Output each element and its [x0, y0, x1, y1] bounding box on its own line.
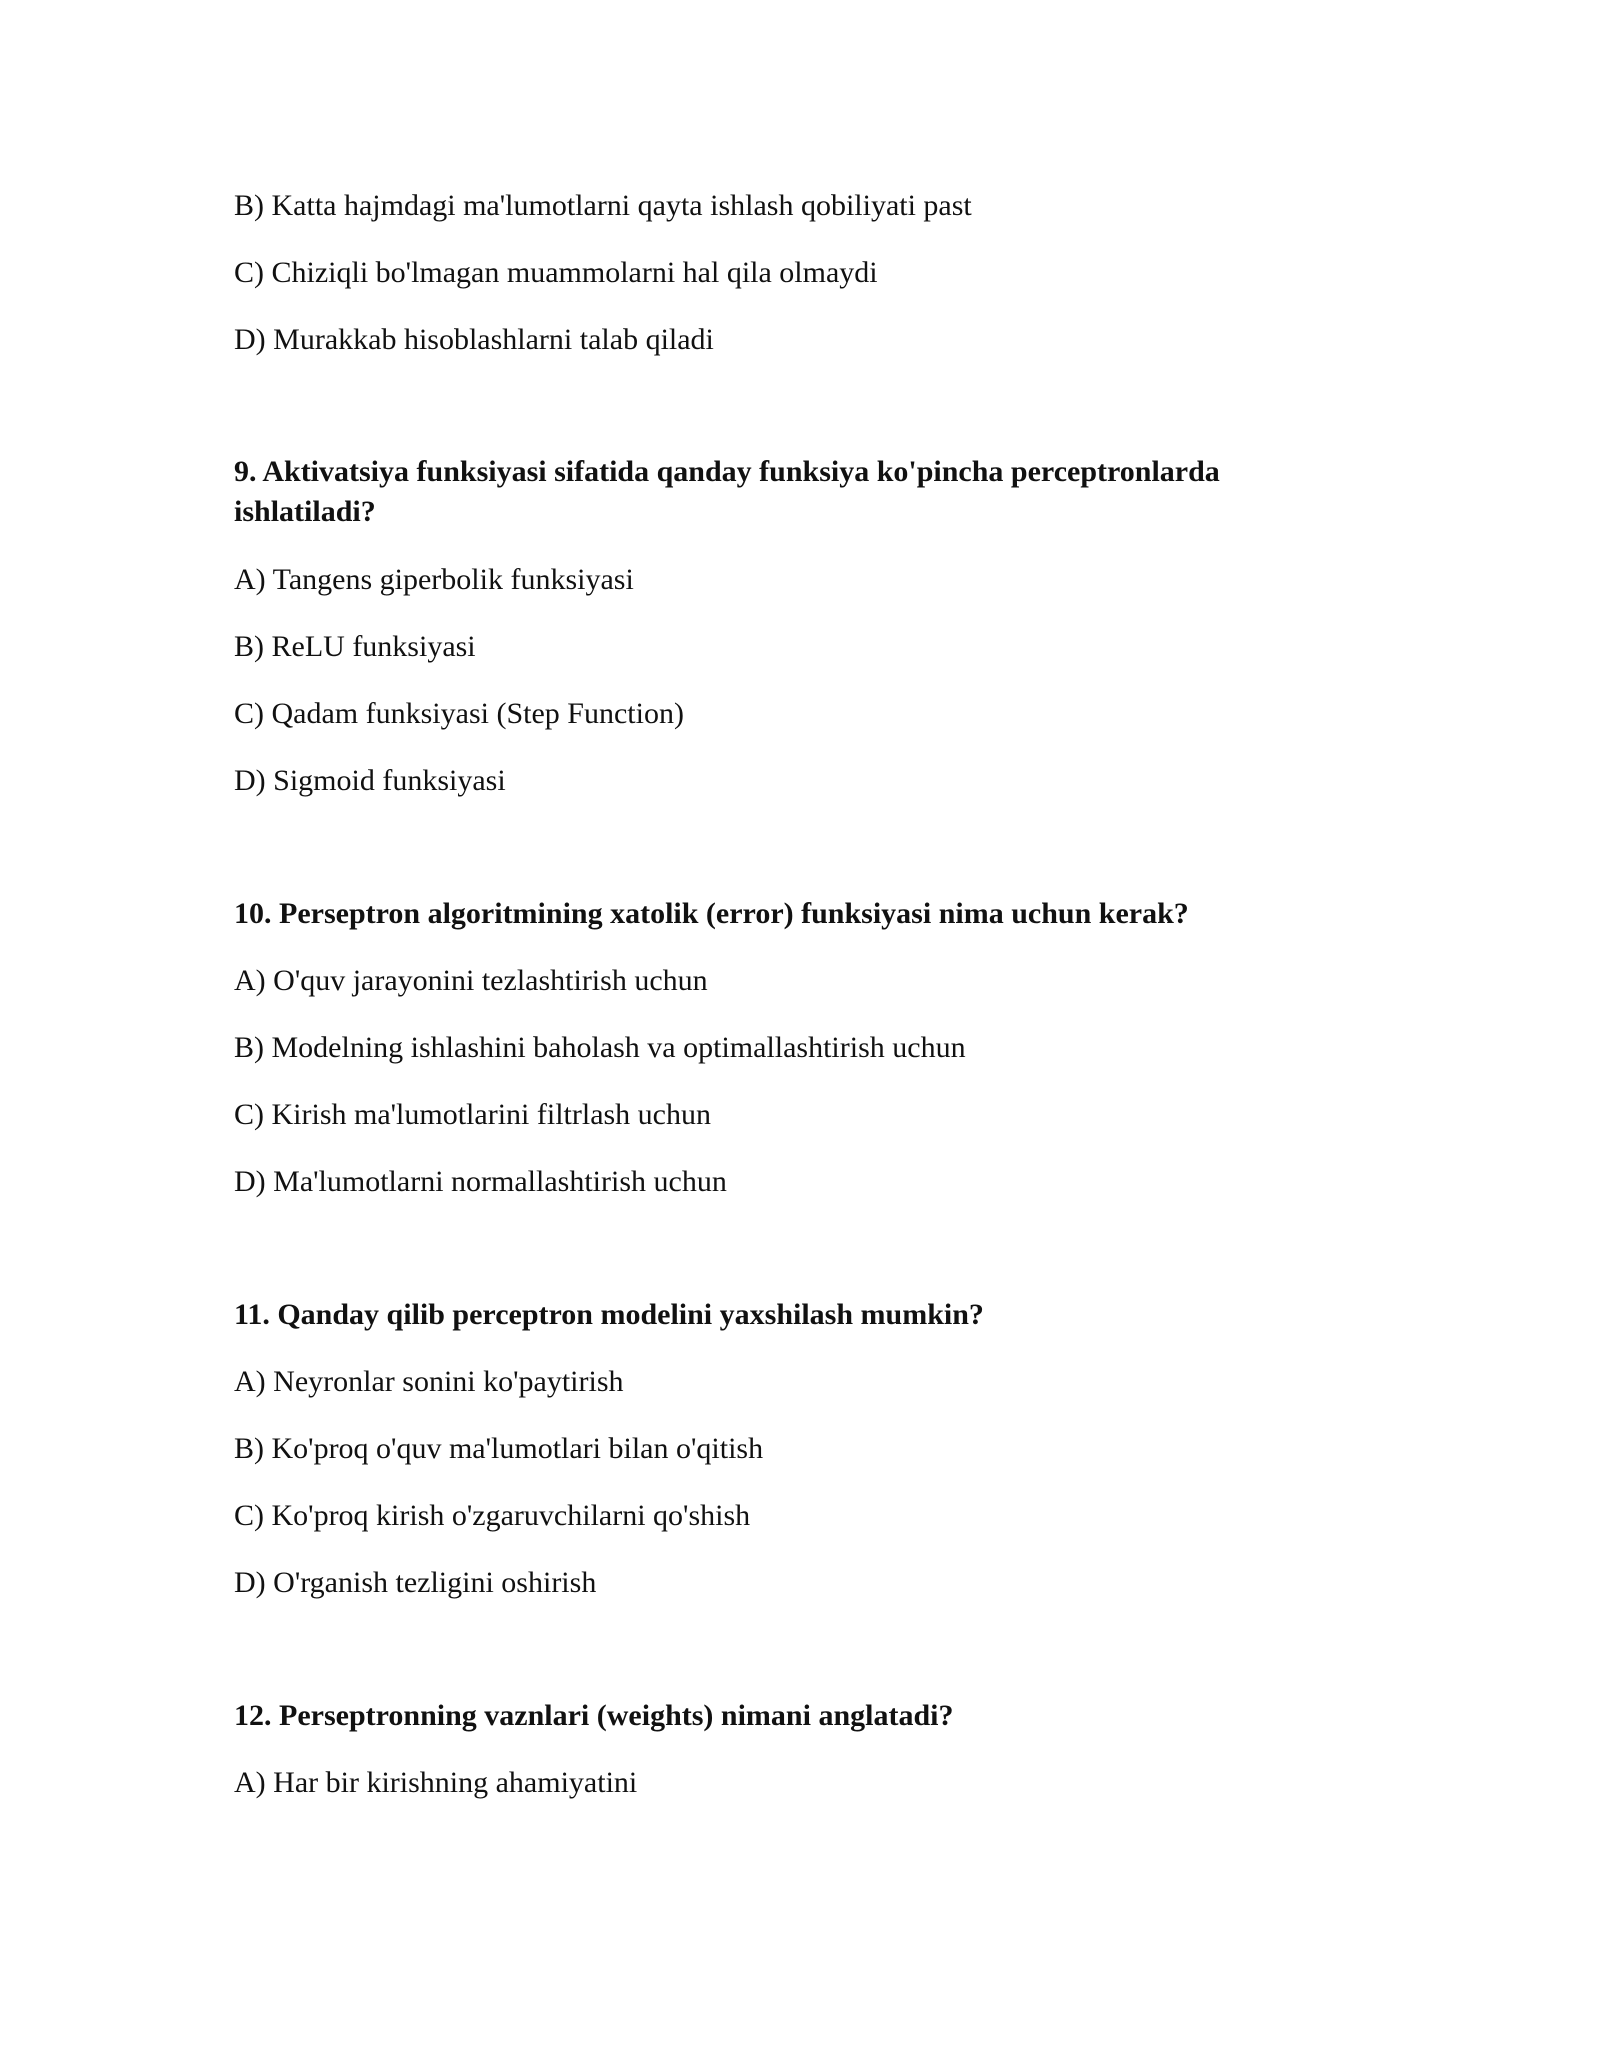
q11-option-b: B) Ko'proq o'quv ma'lumotlari bilan o'qitish: [234, 1432, 764, 1465]
q12-option-a: A) Har bir kirishning ahamiyatini: [234, 1766, 638, 1799]
q10-option-d: D) Ma'lumotlarni normallashtirish uchun: [234, 1165, 727, 1198]
q9-option-d: D) Sigmoid funksiyasi: [234, 764, 506, 797]
q9-option-a: A) Tangens giperbolik funksiyasi: [234, 563, 634, 596]
q10-option-b: B) Modelning ishlashini baholash va optimallashtirish uchun: [234, 1031, 966, 1064]
question-10-title: 10. Perseptron algoritmining xatolik (error) funksiyasi nima uchun kerak?: [234, 897, 1189, 930]
question-11-title: 11. Qanday qilib perceptron modelini yaxshilash mumkin?: [234, 1298, 984, 1331]
q10-option-c: C) Kirish ma'lumotlarini filtrlash uchun: [234, 1098, 711, 1131]
q11-option-c: C) Ko'proq kirish o'zgaruvchilarni qo'shish: [234, 1499, 751, 1532]
option-d: D) Murakkab hisoblashlarni talab qiladi: [234, 323, 714, 356]
q9-option-c: C) Qadam funksiyasi (Step Function): [234, 697, 684, 730]
option-c: C) Chiziqli bo'lmagan muammolarni hal qila olmaydi: [234, 256, 878, 289]
option-b: B) Katta hajmdagi ma'lumotlarni qayta ishlash qobiliyati past: [234, 189, 972, 222]
q11-option-d: D) O'rganish tezligini oshirish: [234, 1566, 597, 1599]
q10-option-a: A) O'quv jarayonini tezlashtirish uchun: [234, 964, 708, 997]
q11-option-a: A) Neyronlar sonini ko'paytirish: [234, 1365, 624, 1398]
q9-option-b: B) ReLU funksiyasi: [234, 630, 476, 663]
question-12-title: 12. Perseptronning vaznlari (weights) nimani anglatadi?: [234, 1699, 954, 1732]
question-9-title: 9. Aktivatsiya funksiyasi sifatida qanday funksiya ko'pincha perceptronlarda ishlatiladi?: [234, 455, 1220, 528]
